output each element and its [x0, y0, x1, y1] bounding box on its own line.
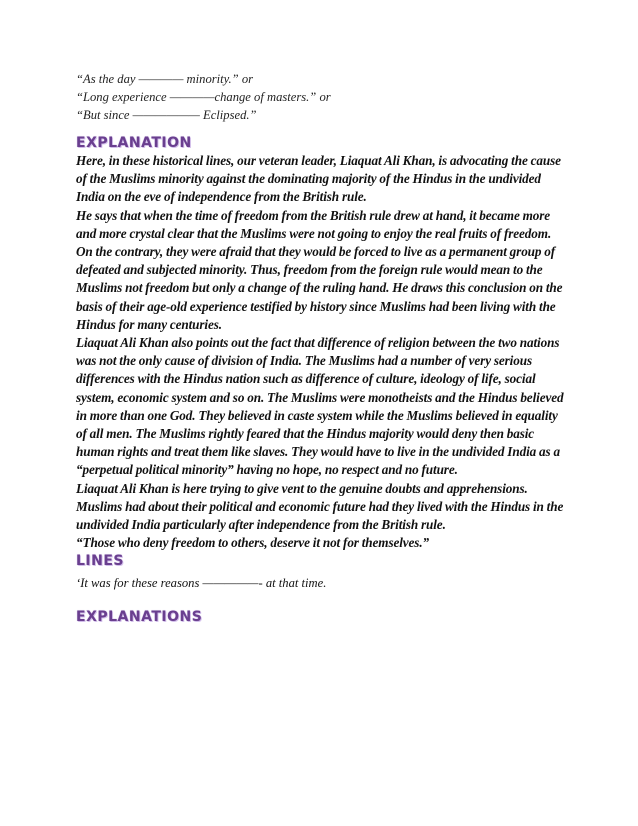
quote-block — [76, 70, 568, 124]
quote-line: “Long experience ————change of masters.” or — [76, 90, 331, 104]
quote-line: “As the day ———— minority.” or — [76, 72, 254, 86]
quote-line: “But since —————— Eclipsed.” — [76, 108, 257, 122]
heading-explanations: EXPLANATIONS — [76, 609, 203, 626]
paragraph: Here, in these historical lines, our veteran leader, Liaquat Ali Khan, is advocating the cause of the Muslims minority against the dominating majority of the Hindus in the undivided India on the eve of independence from the British rule. — [76, 153, 561, 205]
document-page — [76, 70, 568, 626]
paragraph: He says that when the time of freedom from the British rule drew at hand, it became more and more crystal clear that the Muslims were not going to enjoy the real fruits of freedom. On the contrary, they were afraid that they would be forced to live as a permanent group of defeated and subjected minority. Thus, freedom from the foreign rule would mean to the Muslims not freedom but only a change of the ruling hand. He draws this conclusion on the basis of their age-old experience testified by history since Muslims had been living with the Hindus for many centuries. — [76, 207, 563, 332]
closing-quote: “Those who deny freedom to others, deserve it not for themselves.” — [76, 535, 430, 551]
explanation-body — [76, 152, 568, 552]
heading-explanation: EXPLANATION — [76, 135, 192, 151]
heading-lines: LINES — [76, 553, 124, 570]
lines-quote: ‘It was for these reasons —————- at that time. — [76, 576, 327, 591]
paragraph: Liaquat Ali Khan also points out the fact that difference of religion between the two nations was not the only cause of division of India. The Muslims had a number of very serious differences with the Hindus nation such as difference of culture, ideology of life, social system, economic system and so on. The Muslims were monotheists and the Hindus believed in more than one God. They believed in caste system while the Muslims believed in equality of all men. The Muslims rightly feared that the Hindus majority would deny then basic human rights and treat them like slaves. They would have to live in the undivided India as a “perpetual political minority” having no hope, no respect and no future. — [76, 335, 564, 478]
paragraph: Liaquat Ali Khan is here trying to give vent to the genuine doubts and apprehensions. Muslims had about their political and economic future had they lived with the Hindus in the undivided India particularly after independence from the British rule. — [76, 480, 564, 533]
